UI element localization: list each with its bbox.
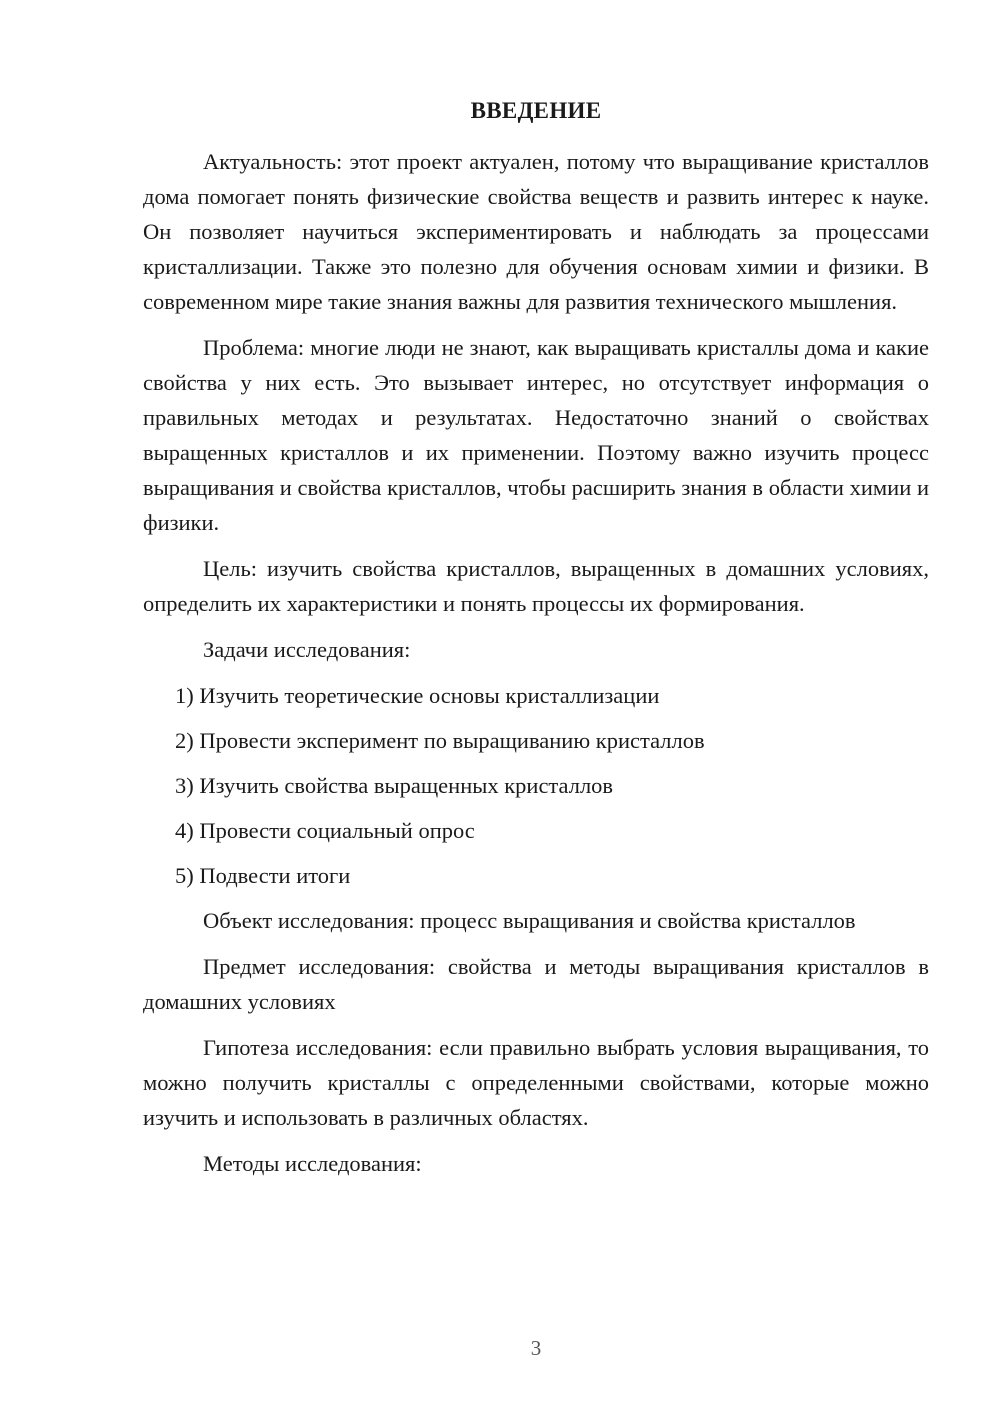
methods-heading: Методы исследования: [203,1151,422,1176]
problem-paragraph: Проблема: многие люди не знают, как выращивать кристаллы дома и какие свойства у них есть. Это вызывает интерес, но отсутствует информация о правильных методах и результатах. Недостаточно знаний о свойствах выращенных кристаллов и их применении. Поэтому важно изучить процесс выращивания и свойства кристаллов, чтобы расширить знания в области химии и физики. [143,335,929,535]
list-item: 1) Изучить теоретические основы кристаллизации [175,683,660,708]
tasks-list [143,678,929,893]
tasks-heading: Задачи исследования: [203,637,411,662]
goal-paragraph: Цель: изучить свойства кристаллов, выращенных в домашних условиях, определить их характеристики и понять процессы их формирования. [143,556,929,616]
hypothesis-paragraph: Гипотеза исследования: если правильно выбрать условия выращивания, то можно получить кристаллы с определенными свойствами, которые можно изучить и использовать в различных областях. [143,1035,929,1130]
page-number: 3 [530,1336,542,1360]
list-item: 3) Изучить свойства выращенных кристаллов [175,773,614,798]
subject-paragraph: Предмет исследования: свойства и методы выращивания кристаллов в домашних условиях [143,954,929,1014]
document-page [143,0,929,1414]
page-title: ВВЕДЕНИЕ [470,98,602,123]
document-body [143,144,929,1192]
relevance-paragraph: Актуальность: этот проект актуален, потому что выращивание кристаллов дома помогает понять физические свойства веществ и развить интерес к науке. Он позволяет научиться экспериментировать и наблюдать за процессами кристаллизации. Также это полезно для обучения основам химии и физики. В современном мире такие знания важны для развития технического мышления. [143,149,929,314]
object-paragraph: Объект исследования: процесс выращивания и свойства кристаллов [203,908,856,933]
list-item: 5) Подвести итоги [175,863,351,888]
list-item: 4) Провести социальный опрос [175,818,475,843]
list-item: 2) Провести эксперимент по выращиванию кристаллов [175,728,705,753]
